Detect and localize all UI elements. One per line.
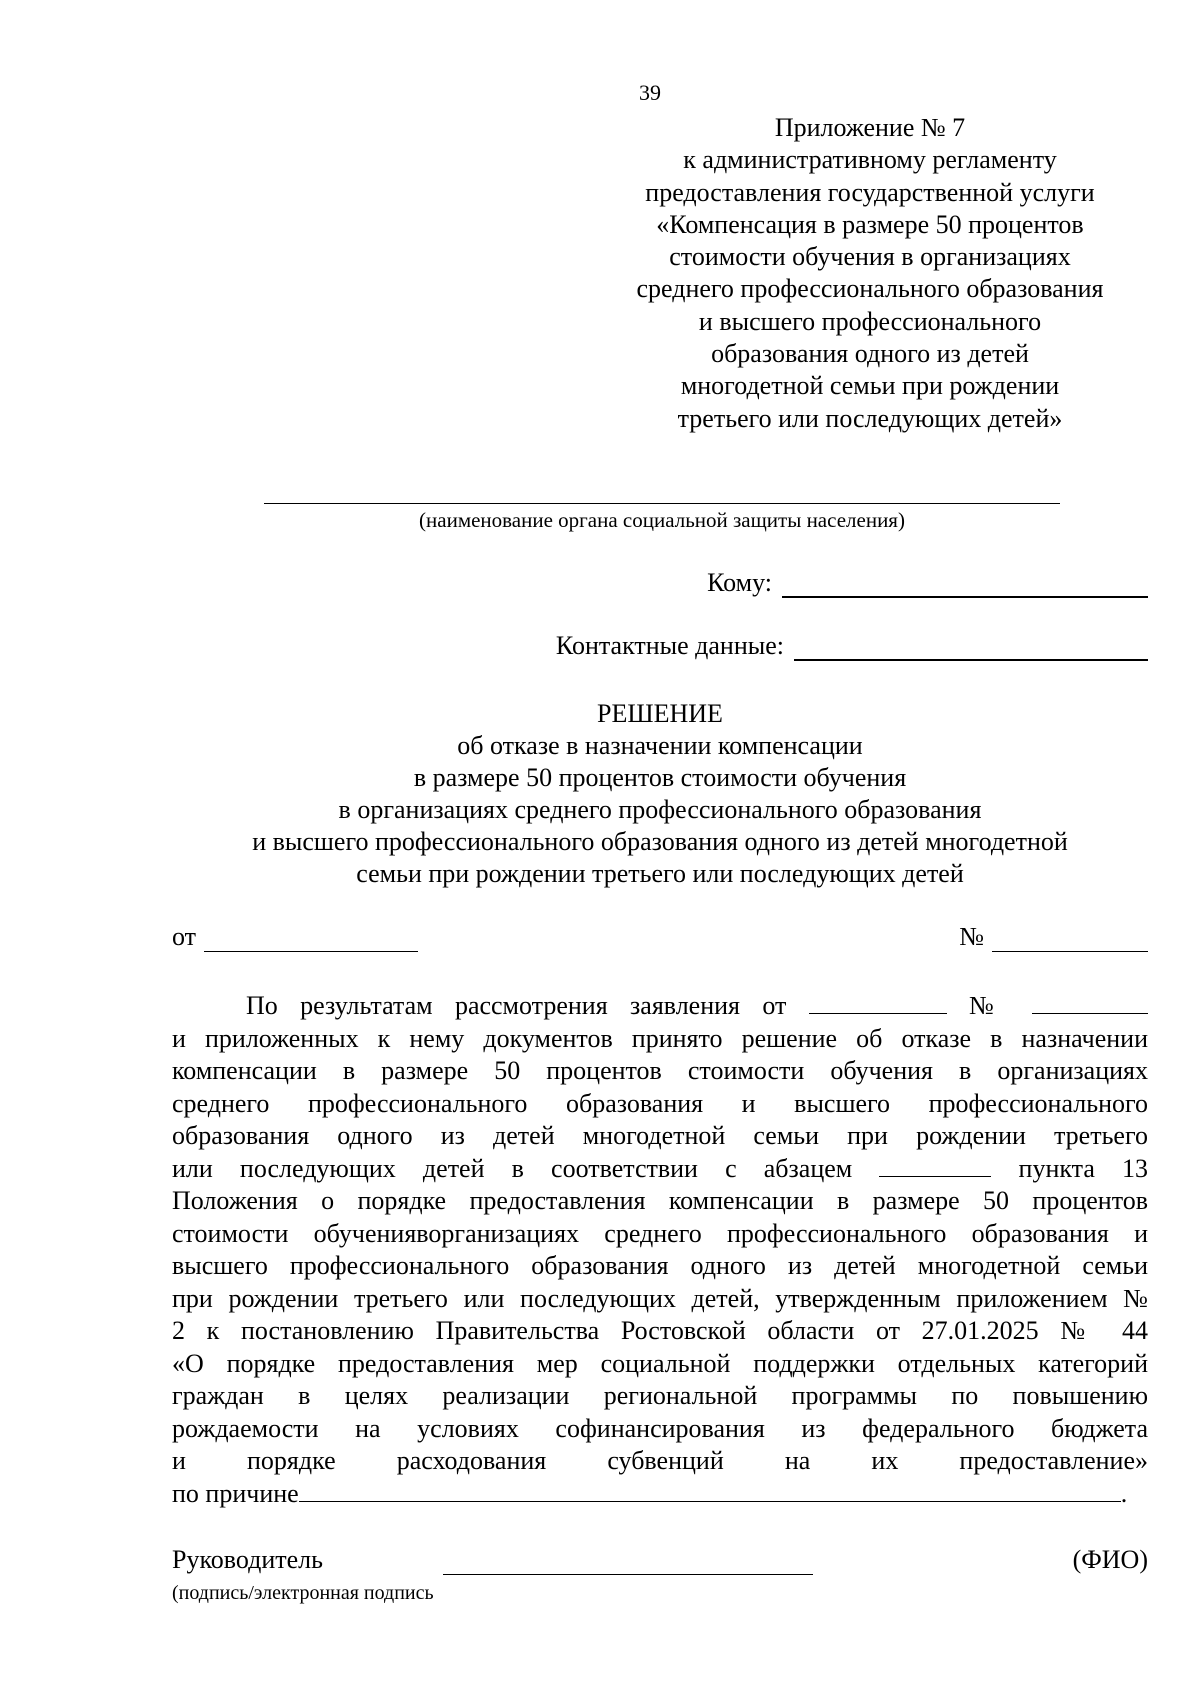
body-line: среднего профессионального образования и высшего профессионального [172, 1088, 1148, 1118]
body-line: рождаемости на условиях софинансирования из федерального бюджета [172, 1413, 1148, 1443]
head-label: Руководитель [172, 1545, 323, 1574]
body-line: и порядке расходования субвенций на их предоставление» [172, 1446, 1148, 1475]
application-number-blank [1032, 991, 1148, 1014]
body-line: «О порядке предоставления мер социальной поддержки отдельных категорий [172, 1348, 1148, 1378]
number-label: № [959, 922, 984, 951]
signature-caption: (подпись/электронная подпись [172, 1582, 434, 1604]
decision-number-row [959, 922, 1148, 952]
decision-body [172, 990, 1148, 1510]
appendix-line: стоимости обучения в организациях [669, 242, 1071, 272]
body-line [172, 1478, 1148, 1511]
decision-subtitle-line: и высшего профессионального образования одного из детей многодетной [252, 827, 1068, 856]
appendix-line: и высшего профессионального [698, 306, 1042, 336]
contacts-label: Контактные данные: [555, 631, 784, 660]
decision-subtitle-line: об отказе в назначении компенсации [457, 731, 863, 760]
appendix-block [600, 112, 1140, 435]
appendix-line: третьего или последующих детей» [677, 403, 1063, 433]
date-blank [204, 925, 418, 952]
body-line: граждан в целях реализации региональной программы по повышению [172, 1381, 1148, 1410]
fio-label: (ФИО) [1072, 1545, 1148, 1574]
reason-label: по причине [172, 1478, 299, 1508]
appendix-line: среднего профессионального образования [636, 274, 1104, 304]
application-date-blank [809, 991, 947, 1014]
body-text: № [969, 991, 1010, 1020]
decision-subtitle-line: в размере 50 процентов стоимости обучения [413, 763, 907, 792]
appendix-line: «Компенсация в размере 50 процентов [656, 209, 1084, 239]
number-blank [992, 925, 1148, 952]
contacts-blank [794, 633, 1148, 661]
contacts-row [556, 631, 1148, 661]
body-line: при рождении третьего или последующих детей, утвержденным приложением № [172, 1283, 1148, 1313]
signature-blank [443, 1548, 813, 1575]
page-number: 39 [639, 80, 661, 105]
body-line: и приложенных к нему документов принято решение об отказе в назначении [172, 1023, 1148, 1053]
reason-blank [299, 1479, 1121, 1502]
body-line: 2 к постановлению Правительства Ростовской области от 27.01.2025 № 44 [172, 1316, 1148, 1345]
appendix-line: образования одного из детей [711, 339, 1029, 369]
org-name-line [264, 503, 1060, 504]
body-line: компенсации в размере 50 процентов стоимости обучения в организациях [172, 1056, 1148, 1085]
paragraph-number-blank [879, 1154, 991, 1177]
appendix-line: Приложение № 7 [774, 113, 966, 142]
body-text: или последующих детей в соответствии с абзацем [172, 1153, 853, 1183]
body-line: стоимости обучениявоpганизациях среднего профессионального образования и [172, 1218, 1148, 1248]
body-line: образования одного из детей многодетной семьи при рождении третьего [172, 1121, 1148, 1150]
body-line [172, 1153, 1148, 1186]
recipient-label: Кому: [707, 568, 772, 597]
date-label: от [172, 922, 197, 951]
recipient-blank [782, 570, 1148, 598]
body-line [172, 990, 1148, 1023]
recipient-row [707, 568, 1148, 598]
body-text: пункта 13 [1018, 1153, 1149, 1183]
decision-date-row [172, 922, 418, 952]
body-line: высшего профессионального образования одного из детей многодетной семьи [172, 1251, 1148, 1280]
org-name-caption: (наименование органа социальной защиты населения) [419, 508, 905, 532]
decision-heading [160, 698, 1160, 890]
appendix-line: многодетной семьи при рождении [680, 371, 1060, 401]
decision-subtitle-line: семьи при рождении третьего или последующих детей [356, 859, 964, 888]
decision-title: РЕШЕНИЕ [597, 699, 723, 728]
body-text: По результатам рассмотрения заявления от [246, 991, 787, 1020]
appendix-line: к административному регламенту [683, 145, 1057, 175]
signature-row [172, 1545, 1148, 1575]
decision-subtitle-line: в организациях среднего профессионального образования [338, 795, 982, 824]
appendix-line: предоставления государственной услуги [645, 177, 1095, 207]
body-line: Положения о порядке предоставления компенсации в размере 50 процентов [172, 1186, 1148, 1215]
body-text: . [1120, 1478, 1128, 1508]
